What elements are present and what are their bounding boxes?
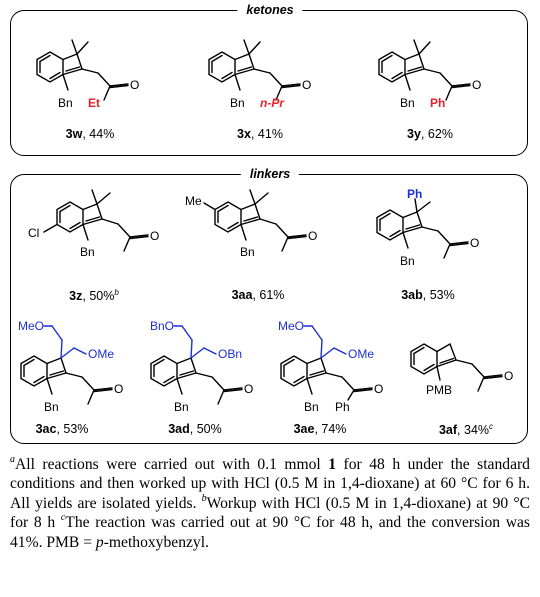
compound-label-3af: 3af, 34%$^c$ [438,422,494,438]
methoxy-label: MeO [18,319,45,333]
structure-3x [200,30,340,120]
compound-label-3ab: 3ab, 53% [401,288,455,302]
footnote-c-text: The reaction was carried out at 90 °C for 48 h, and the conversion was 41%. PMB = [10,514,530,551]
oxygen-label: O [130,78,140,92]
oxygen-label: O [472,78,482,92]
bn-label: Bn [400,254,415,268]
structure-3ac [14,318,144,418]
pmb-label: PMB [426,383,453,397]
bn-label: Bn [80,245,95,259]
chloro-label: Cl [28,226,40,240]
structure-3ad [144,318,274,418]
compound-label-3y: 3y, 62% [407,127,453,141]
bn-label: Bn [304,400,319,414]
oxygen-label: O [114,382,124,396]
footnote-c-text-end: -methoxybenzyl. [103,533,209,551]
oxygen-label: O [470,236,480,250]
oxygen-label: O [244,382,254,396]
et-substituent-label: Et [88,96,100,110]
bn-label: Bn [58,96,73,110]
ph-substituent-label: Ph [430,96,446,110]
footnote-para-prefix: p [95,533,104,551]
compound-label-3ac: 3ac, 53% [35,422,89,436]
footnote-b-text: Workup with HCl (0.5 M in 1,4-dioxane) at 90 °C for 8 h [10,494,530,532]
structure-3ab [368,188,518,278]
bn-label: Bn [44,400,59,414]
methoxy-label: MeO [278,319,305,333]
footnote-mark-b: b [201,492,207,504]
compound-label-3ae: 3ae, 74% [293,422,347,436]
footnote-compound-ref: 1 [328,456,337,473]
oxygen-label: O [302,78,312,92]
bn-label: Bn [174,400,189,414]
structure-3ae [274,318,404,418]
bn-label: Bn [240,245,255,259]
footnote-mark-c: c [60,512,66,524]
methyl-label: Me [185,194,202,208]
compound-label-3z: 3z, 50%$^b$ [69,288,119,304]
footnote-a-text-continued: for 48 h under the standard conditions and then worked up with HCl (0.5 M in 1,4-dioxane) at 60 °C for 6 h. All yields are isolated yields. [10,456,530,512]
compound-label-3aa: 3aa, 61% [231,288,285,302]
bn-label: Bn [230,96,245,110]
oxygen-label: O [504,369,514,383]
phenyl-label: Ph [407,187,423,201]
methoxy-label: OMe [348,347,375,361]
ketones-panel-title: ketones [237,2,302,18]
npr-substituent-label: n-Pr [260,96,284,110]
oxygen-label: O [150,229,160,243]
table-footnote [10,455,530,552]
linkers-panel-title: linkers [241,166,299,182]
bn-label: Bn [400,96,415,110]
benzyloxy-label: BnO [150,319,175,333]
structure-3z [30,188,180,278]
structure-3af [404,318,534,418]
oxygen-label: O [308,229,318,243]
footnote-mark-a: a [10,453,15,465]
benzyloxy-label: OBn [218,347,243,361]
structure-3y [370,30,510,120]
footnote-a-text: All reactions were carried out with 0.1 mmol [15,456,329,473]
compound-label-3ad: 3ad, 50% [168,422,222,436]
compound-label-3x: 3x, 41% [237,127,283,141]
phenyl-label: Ph [335,400,350,414]
oxygen-label: O [374,382,384,396]
structure-3aa [185,188,338,278]
structure-3w [28,30,158,120]
compound-label-3w: 3w, 44% [65,127,115,141]
methoxy-label: OMe [88,347,115,361]
